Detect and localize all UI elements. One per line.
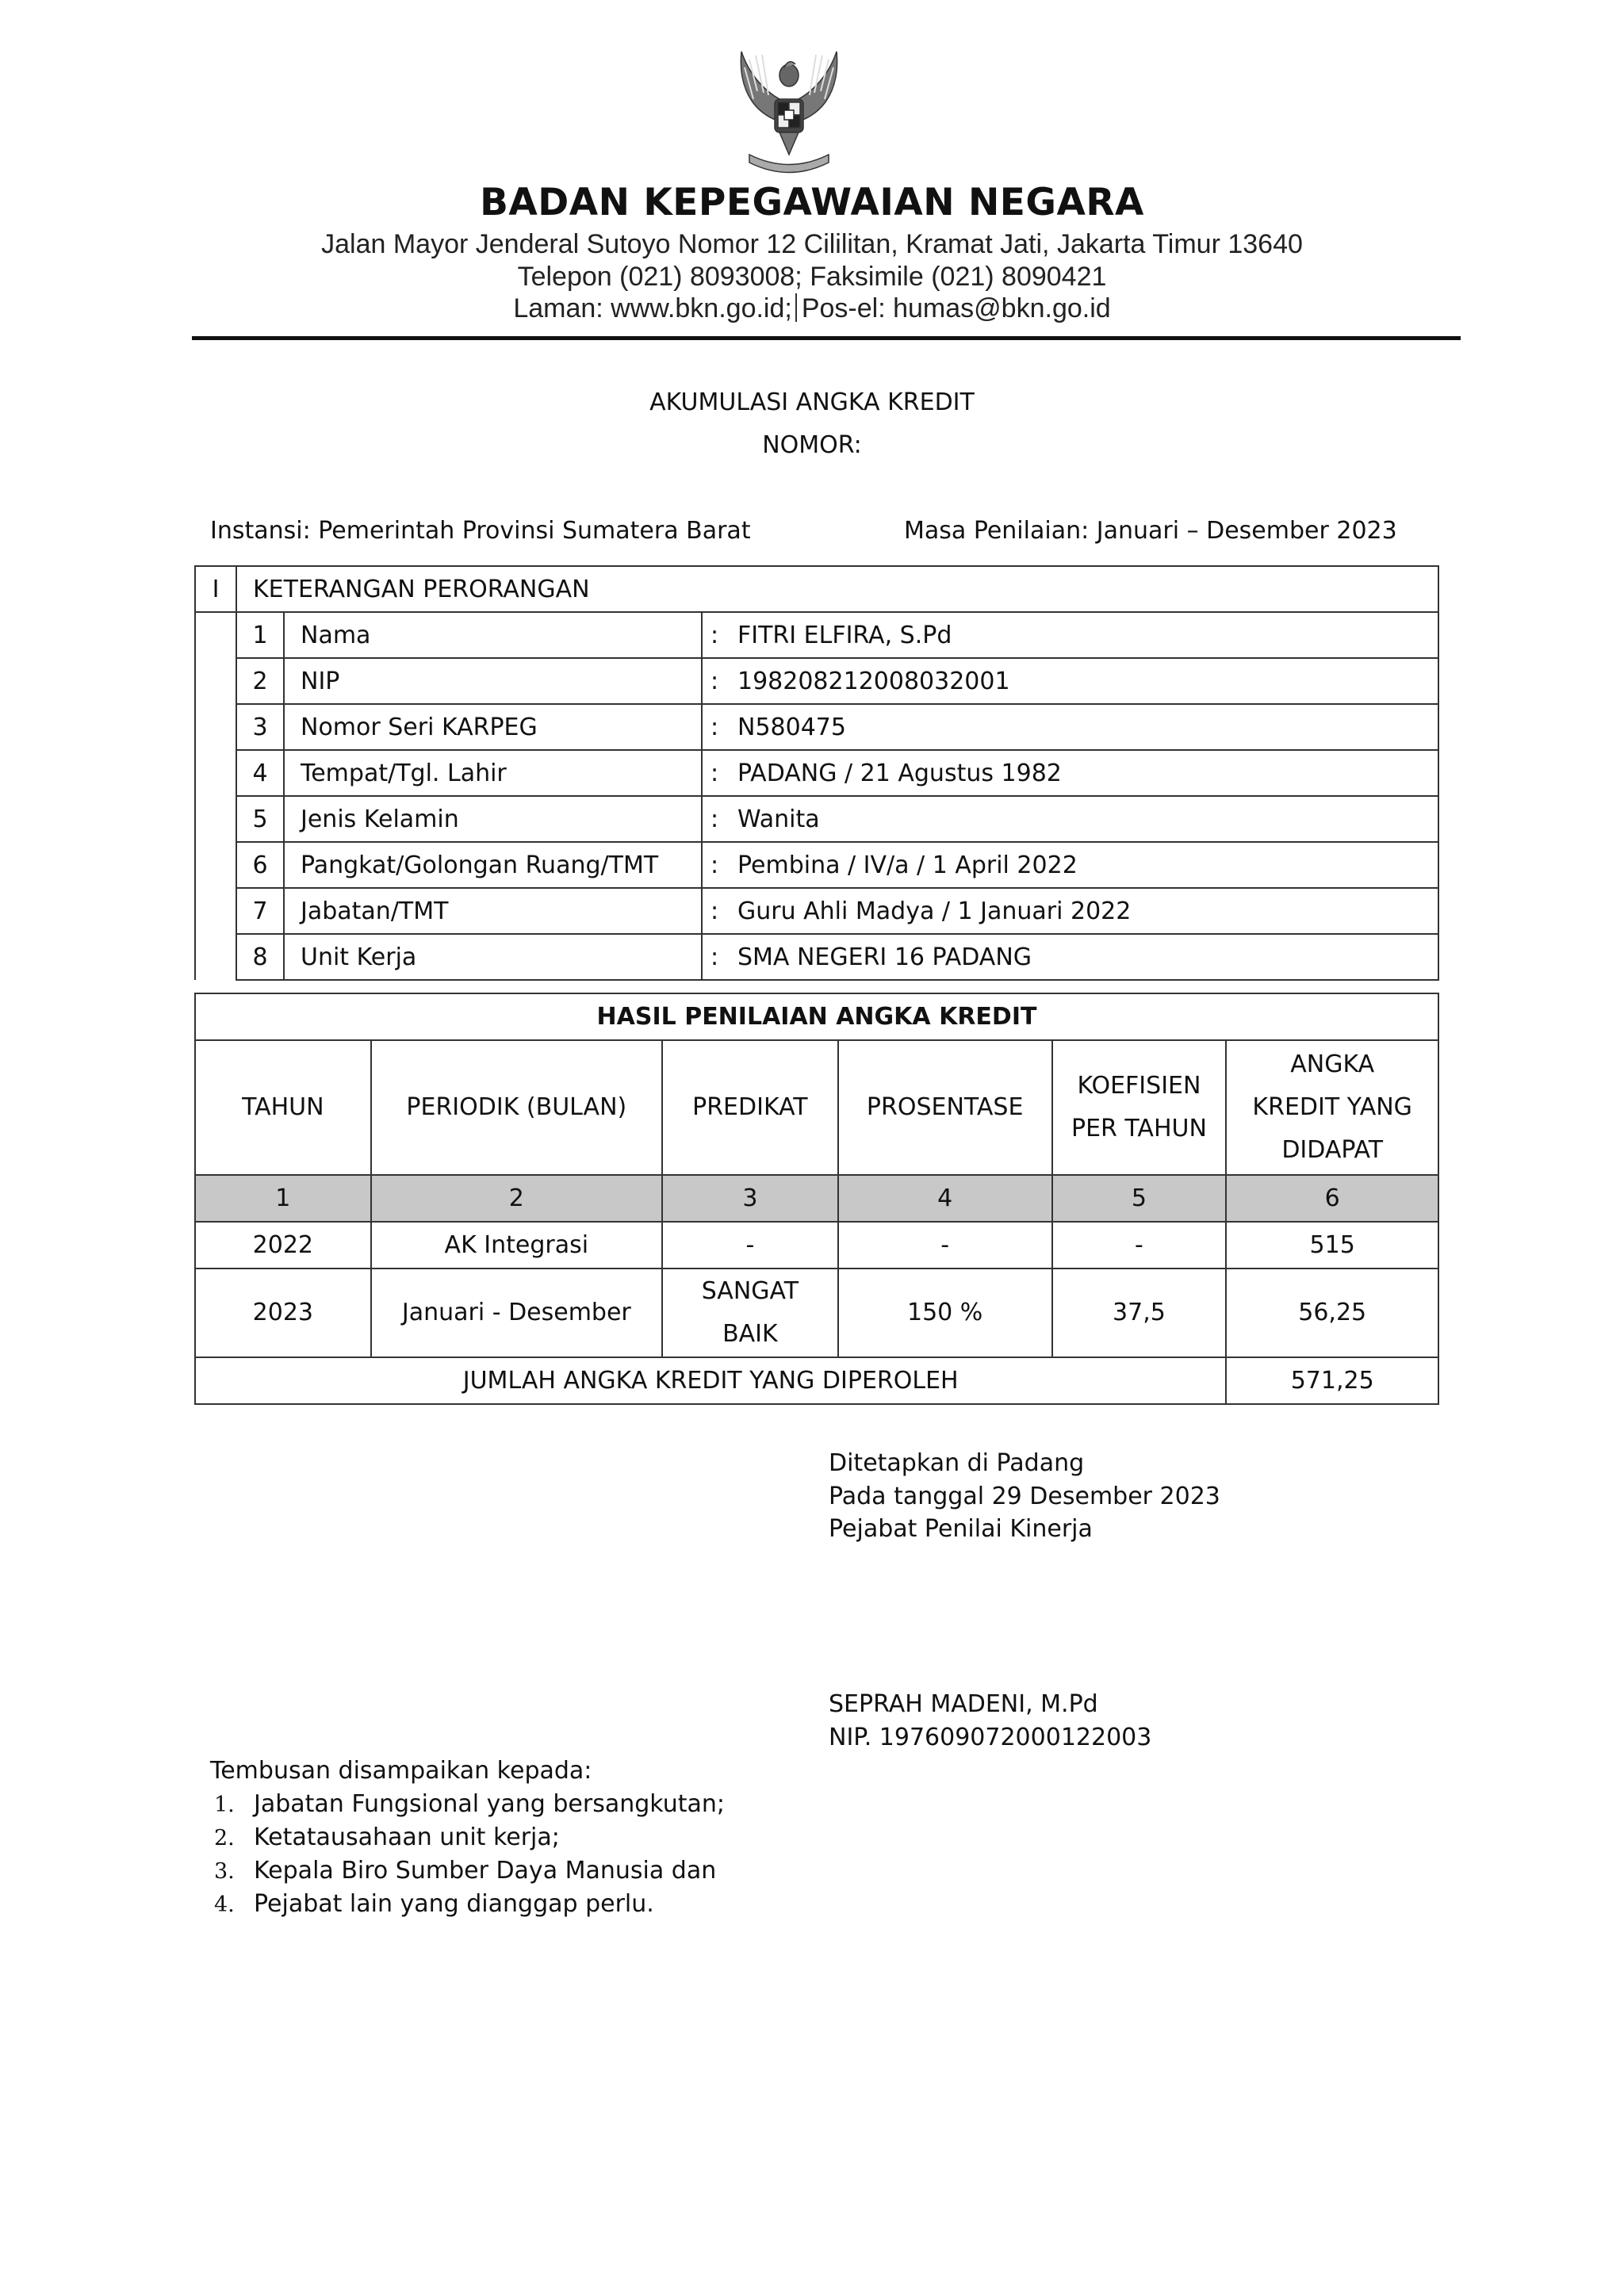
list-item (214, 1823, 560, 1851)
table-row (195, 842, 1438, 888)
org-contact (0, 293, 1624, 324)
row-label: Nama (284, 612, 702, 658)
header-angka-kredit (1226, 1040, 1438, 1175)
indent-cell (195, 612, 236, 980)
list-item (214, 1790, 725, 1818)
masa-penilaian-text: Masa Penilaian: Januari – Desember 2023 (904, 517, 1397, 545)
section-header-row (195, 566, 1438, 612)
column-number: 3 (662, 1175, 838, 1222)
row-colon: : (702, 750, 726, 796)
list-item (214, 1890, 654, 1918)
row-colon: : (702, 658, 726, 704)
cell-angka: 515 (1226, 1222, 1438, 1269)
row-number: 7 (236, 888, 284, 934)
list-number: 1. (214, 1793, 235, 1817)
total-row (195, 1357, 1438, 1404)
table-row (195, 704, 1438, 750)
list-number: 4. (214, 1892, 235, 1917)
org-email: Pos-el: humas@bkn.go.id (801, 293, 1111, 323)
row-value: PADANG / 21 Agustus 1982 (726, 750, 1438, 796)
row-number: 2 (236, 658, 284, 704)
result-table-title: HASIL PENILAIAN ANGKA KREDIT (195, 993, 1438, 1040)
document-title: AKUMULASI ANGKA KREDIT (649, 388, 975, 416)
cell-periodik: Januari - Desember (371, 1269, 662, 1357)
row-colon: : (702, 934, 726, 980)
row-label: Unit Kerja (284, 934, 702, 980)
cell-tahun: 2023 (195, 1269, 371, 1357)
cell-periodik: AK Integrasi (371, 1222, 662, 1269)
cell-prosentase: - (838, 1222, 1052, 1269)
row-label: Jenis Kelamin (284, 796, 702, 842)
cell-angka: 56,25 (1226, 1269, 1438, 1357)
table-row (195, 658, 1438, 704)
org-address: Jalan Mayor Jenderal Sutoyo Nomor 12 Cililitan, Kramat Jati, Jakarta Timur 13640 (321, 229, 1303, 259)
row-value: FITRI ELFIRA, S.Pd (726, 612, 1438, 658)
list-number: 3. (214, 1859, 235, 1884)
row-number: 5 (236, 796, 284, 842)
result-title-row (195, 993, 1438, 1040)
table-row (195, 1222, 1438, 1269)
row-colon: : (702, 704, 726, 750)
header-line: ANGKA (1290, 1050, 1375, 1078)
header-line: PER TAHUN (1071, 1115, 1207, 1142)
list-text: Jabatan Fungsional yang bersangkutan; (254, 1790, 725, 1818)
column-number: 1 (195, 1175, 371, 1222)
row-number: 4 (236, 750, 284, 796)
table-row (195, 612, 1438, 658)
letterhead-rule (192, 336, 1461, 340)
cell-tahun: 2022 (195, 1222, 371, 1269)
row-number: 8 (236, 934, 284, 980)
sign-date: Pada tanggal 29 Desember 2023 (829, 1483, 1220, 1510)
row-label: Tempat/Tgl. Lahir (284, 750, 702, 796)
column-number: 6 (1226, 1175, 1438, 1222)
header-prosentase: PROSENTASE (838, 1040, 1052, 1175)
personal-info-table (194, 565, 1439, 981)
header-predikat: PREDIKAT (662, 1040, 838, 1175)
contact-separator (795, 293, 797, 322)
row-colon: : (702, 612, 726, 658)
sign-place: Ditetapkan di Padang (829, 1449, 1085, 1477)
column-number: 2 (371, 1175, 662, 1222)
section-roman: I (195, 566, 236, 612)
row-value: SMA NEGERI 16 PADANG (726, 934, 1438, 980)
row-value: Guru Ahli Madya / 1 Januari 2022 (726, 888, 1438, 934)
org-phone: Telepon (021) 8093008; Faksimile (021) 8090421 (517, 262, 1107, 292)
row-value: 198208212008032001 (726, 658, 1438, 704)
table-row (195, 796, 1438, 842)
garuda-emblem-icon (718, 44, 860, 178)
credit-result-table (194, 993, 1439, 1405)
cell-predikat (662, 1269, 838, 1357)
row-colon: : (702, 796, 726, 842)
row-number: 6 (236, 842, 284, 888)
row-colon: : (702, 842, 726, 888)
table-row (195, 1269, 1438, 1357)
signer-nip: NIP. 197609072000122003 (829, 1724, 1152, 1751)
row-label: Pangkat/Golongan Ruang/TMT (284, 842, 702, 888)
cell-koefisien: - (1052, 1222, 1227, 1269)
column-header-row (195, 1040, 1438, 1175)
row-label: Nomor Seri KARPEG (284, 704, 702, 750)
org-name: BADAN KEPEGAWAIAN NEGARA (480, 181, 1144, 224)
total-value: 571,25 (1226, 1357, 1438, 1404)
total-label: JUMLAH ANGKA KREDIT YANG DIPEROLEH (195, 1357, 1226, 1404)
row-value: Pembina / IV/a / 1 April 2022 (726, 842, 1438, 888)
row-value: N580475 (726, 704, 1438, 750)
section-title: KETERANGAN PERORANGAN (236, 566, 1438, 612)
predikat-line: SANGAT (701, 1277, 799, 1305)
column-number: 4 (838, 1175, 1052, 1222)
tembusan-heading: Tembusan disampaikan kepada: (210, 1757, 592, 1785)
list-text: Kepala Biro Sumber Daya Manusia dan (254, 1857, 717, 1885)
header-line: KOEFISIEN (1077, 1072, 1201, 1100)
header-tahun: TAHUN (195, 1040, 371, 1175)
row-value: Wanita (726, 796, 1438, 842)
org-web: Laman: www.bkn.go.id; (513, 293, 792, 323)
sign-role: Pejabat Penilai Kinerja (829, 1515, 1093, 1543)
cell-predikat: - (662, 1222, 838, 1269)
row-label: Jabatan/TMT (284, 888, 702, 934)
column-number-row (195, 1175, 1438, 1222)
list-item (214, 1857, 716, 1885)
document-number: NOMOR: (762, 431, 862, 459)
list-number: 2. (214, 1826, 235, 1850)
cell-koefisien: 37,5 (1052, 1269, 1227, 1357)
predikat-line: BAIK (722, 1320, 778, 1348)
table-row (195, 750, 1438, 796)
table-row (195, 934, 1438, 980)
header-line: KREDIT YANG (1252, 1093, 1412, 1121)
header-koefisien (1052, 1040, 1227, 1175)
row-colon: : (702, 888, 726, 934)
list-text: Pejabat lain yang dianggap perlu. (254, 1890, 654, 1918)
signer-name: SEPRAH MADENI, M.Pd (829, 1690, 1098, 1718)
instansi-text: Instansi: Pemerintah Provinsi Sumatera Barat (210, 517, 751, 545)
cell-prosentase: 150 % (838, 1269, 1052, 1357)
table-row (195, 888, 1438, 934)
row-label: NIP (284, 658, 702, 704)
row-number: 3 (236, 704, 284, 750)
list-text: Ketatausahaan unit kerja; (254, 1823, 560, 1851)
column-number: 5 (1052, 1175, 1227, 1222)
row-number: 1 (236, 612, 284, 658)
header-line: DIDAPAT (1281, 1136, 1384, 1164)
header-periodik: PERIODIK (BULAN) (371, 1040, 662, 1175)
